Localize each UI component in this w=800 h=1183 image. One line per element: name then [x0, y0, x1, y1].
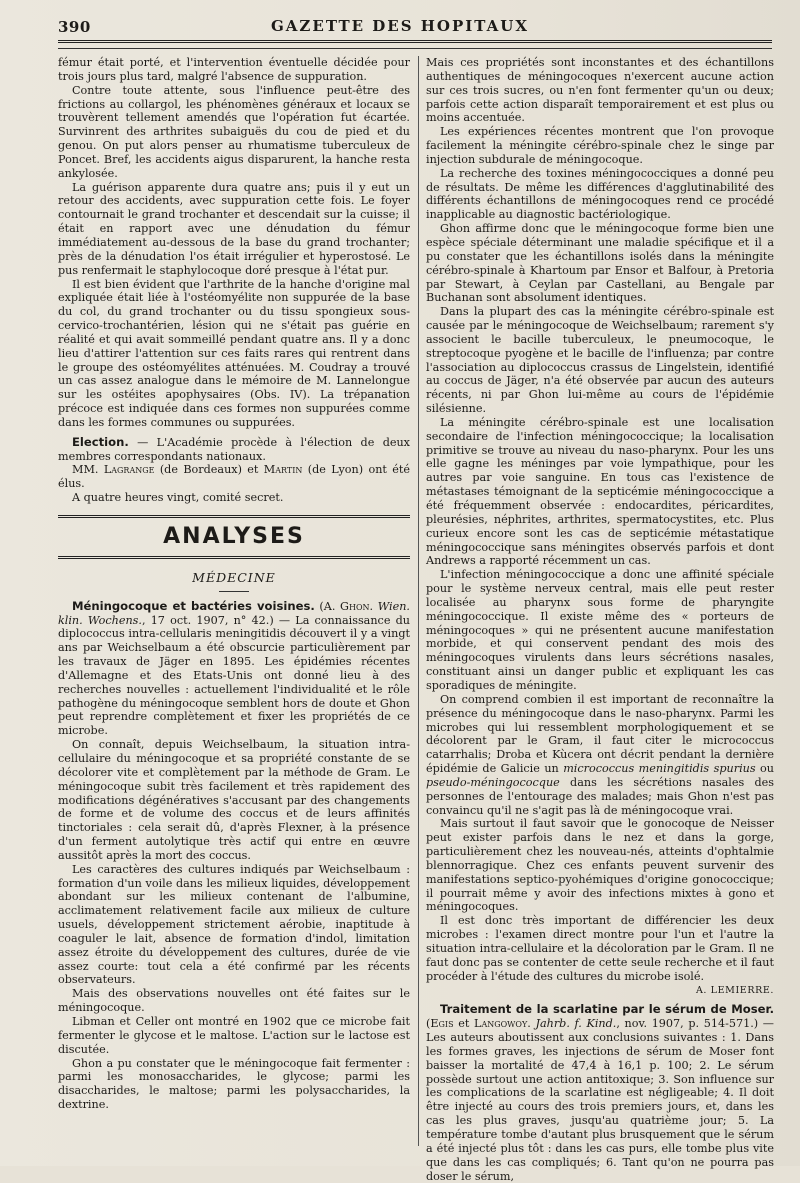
article-heading: Méningocoque et bactéries voisines.: [72, 598, 315, 613]
member-name: Martin: [263, 463, 303, 477]
citation-text: , 17 oct. 1907, n° 42.) — La connaissance du diplococcus intra-cellularis meningitidis découvert il y a vingt ans par Weichselbaum a été obscurcie particulièrement par les travaux de Jäger en 1895. Les épidémies récentes d'Allemagne et des Etats-Unis ont donné lieu à des recherches nouvelles : actuellement l'individualité et le rôle pathogène du méningocoque semblent hors de doute et Ghon peut reprendre complètement et fixer les propriétés de ce microbe.: [58, 613, 410, 738]
election-paragraph: [58, 436, 410, 464]
article-author: Egis: [430, 1017, 454, 1031]
paragraph: L'infection méningococcique a donc une affinité spéciale pour le système nerveux central, mais elle peut rester localisée au pharynx sous forme de pharyngite méningococcique. Il existe même des « porteurs de méningocoques » qui ne présentent aucune manifestation morbide, et qui conservent pendant des mois des méningocoques virulents dans leurs sécrétions nasales, constituant ainsi un danger public et expliquant les cas sporadiques de méningite.: [426, 568, 774, 692]
paragraph: fémur était porté, et l'intervention éventuelle décidée pour trois jours plus tard, malgré l'absence de suppuration.: [58, 56, 410, 83]
paragraph: Ghon a pu constater que le méningocoque fait fermenter : parmi les monosaccharides, le glycose; parmi les disaccharides, le maltose; parmi les polysaccharides, la dextrine.: [58, 1056, 410, 1112]
subsection-title: MÉDECINE: [192, 569, 276, 585]
section-header-box: [58, 515, 410, 559]
paragraph-text: On comprend combien il est important de reconnaître la présence du méningocoque dans le naso-pharynx. Parmi les microbes qui lui ressemblent morphologiquement et se décolorent par le Gram, il faut citer le micrococcus catarrhalis; Droba et Kùcera ont décrit pendant la dernière épidémie de Galicie un: [426, 692, 774, 776]
member-place: (de Bordeaux) et: [154, 463, 264, 477]
paragraph: Mais des observations nouvelles ont été faites sur le méningocoque.: [58, 987, 410, 1015]
section-title: ANALYSES: [163, 524, 305, 549]
species-name: pseudo-méningococque: [426, 775, 560, 789]
paragraph: Contre toute attente, sous l'influence peut-être des frictions au collargol, les phénomènes généraux et locaux se trouvèrent tellement amendés que l'opération fut écartée. Survinrent des arthrites subaiguës du cou de pied et du genou. On put alors penser au rhumatisme tuberculeux de Poncet. Bref, les accidents aigus disparurent, la hanche resta ankylosée.: [58, 83, 410, 180]
species-name: micrococcus meningitidis spurius: [563, 762, 756, 776]
citation-text: .: [527, 1017, 536, 1031]
paragraph: Mais surtout il faut savoir que le gonocoque de Neisser peut exister parfois dans le nez et dans la gorge, particulièrement chez les nouveau-nés, atteints d'ophtalmie blennorragique. Chez ces enfants peuvent survenir des manifestations septico-pyohémiques d'origine gonococcique; il pourrait même y avoir des infections mixtes à gono et méningocoques.: [426, 817, 774, 914]
paragraph-text: dans les sécrétions nasales des personnes de l'entourage des malades; mais Ghon n'est pas convaincu qu'il ne s'agit pas là de méningocoque vrai.: [426, 775, 774, 817]
article-heading: Traitement de la scarlatine par le sérum de Moser.: [440, 1002, 774, 1017]
citation-text: .: [369, 599, 378, 613]
closing-line: A quatre heures vingt, comité secret.: [72, 491, 284, 505]
journal-name: Wien. klin. Wochens.: [58, 599, 410, 627]
paragraph: Il est donc très important de différencier les deux microbes : l'examen direct montre pour l'un et l'autre la situation intra-cellulaire et la décoloration par le Gram. Il ne faut donc pas se contenter de cette seule recherche et il faut procéder à l'étude des cultures du microbe isolé.: [426, 914, 774, 983]
citation-text: (: [426, 1017, 431, 1031]
paragraph: On connaît, depuis Weichselbaum, la situation intra-cellulaire du méningocoque et sa propriété constante de se décolorer vite et complètement par la méthode de Gram. Le méningocoque subit très facilement et très rapidement des modifications dégénératives s'accusant par des changements de forme et de volume des coccus et de leurs affinités tinctoriales : cela serait dû, d'après Flexner, à la présence d'un ferment autolytique très actif qui entre en œuvre aussitôt après la mort des coccus.: [58, 738, 410, 862]
elected-paragraph: [58, 463, 410, 491]
column-divider: [418, 56, 419, 1146]
paragraph-text: ou: [755, 762, 775, 776]
paragraph: [426, 693, 774, 818]
paragraph: Les caractères des cultures indiqués par Weichselbaum : formation d'un voile dans les milieux liquides, développement abondant sur les milieux contenant de l'albumine, acclimatement relativement facile aux milieux de culture usuels, développement strictement aérobie, inaptitude à coaguler le lait, absence de formation d'indol, limitation assez étroite du développement des cultures, durée de vie assez courte: tout cela a été confirmé par les récents observateurs.: [58, 862, 410, 987]
paragraph: Libman et Celler ont montré en 1902 que ce microbe fait fermenter le glycose et le maltose. L'action sur le lactose est discutée.: [58, 1015, 410, 1056]
right-column: [426, 56, 774, 1183]
paragraph: Dans la plupart des cas la méningite cérébro-spinale est causée par le méningocoque de Weichselbaum; rarement s'y associent le bacille tuberculeux, le pneumocoque, le streptocoque pyogène et le bacille de l'influenza; par contre l'association au diplococcus crassus de Lingelstein, identifié au coccus de Jäger, n'a été observée par aucun des auteurs récents, ni par Ghon lui-même au cours de l'épidémie silésienne.: [426, 305, 774, 416]
paragraph: La guérison apparente dura quatre ans; puis il y eut un retour des accidents, avec suppuration cette fois. Le foyer contournait le grand trochanter et descendait sur la cuisse; il était en rapport avec une dénudation du fémur immédiatement au-dessous de la base du grand trochanter; près de la dénudation l'os était irrégulier et hyperostosé. Le pus renfermait le staphylocoque doré presque à l'état pur.: [58, 180, 410, 277]
page-number: 390: [58, 18, 91, 36]
author-signature: A. LEMIERRE.: [695, 984, 774, 996]
member-place: (de Lyon) ont été élus.: [58, 463, 410, 491]
election-text: — L'Académie procède à l'élection de deux membres correspondants nationaux.: [58, 435, 410, 463]
article-author: Ghon: [340, 599, 370, 613]
article-intro: [58, 600, 410, 738]
citation-text: et: [453, 1017, 475, 1031]
subsection-rule: [219, 591, 249, 592]
paragraph: Il est bien évident que l'arthrite de la hanche d'origine mal expliquée était liée à l'ostéomyélite non suppurée de la base du col, du grand trochanter ou du tissu spongieux sous-cervico-trochantérien, lésion qui ne s'était pas guérie en réalité et qui avait sommeillé pendant quatre ans. Il y a donc lieu d'attirer l'attention sur ces faits rares qui rentrent dans le groupe des ostéomyélites atténuées. M. Coudray a trouvé un cas assez analogue dans le mémoire de M. Lannelongue sur les ostéites apophysaires (Obs. IV). La trépanation précoce est indiquée dans ces formes non suppurées comme dans les formes communes ou suppurées.: [58, 277, 410, 429]
election-heading: Election.: [72, 434, 129, 449]
header-rule-thin: [58, 48, 772, 49]
member-name: Lagrange: [103, 463, 155, 477]
running-title: GAZETTE DES HOPITAUX: [270, 17, 529, 35]
citation-text: , nov. 1907, p. 514-571.) — Les auteurs aboutissent aux conclusions suivantes : 1. Dans les formes graves, les injections de sérum de Moser font baisser la mortalité de 47,4 à 16,1 p. 100; 2. Le sérum possède surtout une action antitoxique; 3. Son influence sur les complications de la scarlatine est négligeable; 4. Il doit être injecté au cours des trois premiers jours, et, dans les cas les plus graves, jusqu'au quatrième jour; 5. La température tombe d'autant plus brusquement que le sérum a été injecté plus tôt : dans les cas purs, elle tombe plus vite que dans les cas compliqués; 6. Tant qu'on ne pourra pas doser le sérum,: [426, 1017, 774, 1183]
article-author: Langowoy: [474, 1017, 528, 1031]
mm-label: MM.: [72, 463, 104, 477]
citation-text: (A.: [314, 599, 341, 613]
paragraph: La recherche des toxines méningococciques a donné peu de résultats. De même les différences d'agglutinabilité des différents échantillons de méningocoques rend ce procédé inapplicable au diagnostic bactériologique.: [426, 166, 774, 222]
paragraph: Mais ces propriétés sont inconstantes et des échantillons authentiques de méningocoques n'exercent aucune action sur ces trois sucres, ou n'en font fermenter qu'un ou deux; parfois cette action disparaît temporairement et est plus ou moins accentuée.: [426, 56, 774, 125]
journal-name: Jahrb. f. Kind.: [535, 1017, 617, 1031]
left-column: [58, 56, 410, 1112]
paragraph: Ghon affirme donc que le méningocoque forme bien une espèce spéciale déterminant une maladie spécifique et il a pu constater que les échantillons isolés dans la méningite cérébro-spinale à Khartoum par Ensor et Balfour, à Pretoria par Stewart, à Ceylan par Castellani, au Bengale par Buchanan sont absolument identiques.: [426, 222, 774, 305]
paragraph: Les expériences récentes montrent que l'on provoque facilement la méningite cérébro-spinale chez le singe par injection subdurale de méningocoque.: [426, 125, 774, 166]
header-rule: [58, 40, 772, 43]
paragraph: La méningite cérébro-spinale est une localisation secondaire de l'infection méningococcique; la localisation primitive se trouve au niveau du naso-pharynx. Pour les uns elle gagne les méninges par voie lympathique, pour les autres par voie sanguine. En tous cas l'existence de métastases témoignant de la septicémie méningococcique a été fréquemment observée : endocardites, péricardites, pleurésies, néphrites, arthrites, spermatocystites, etc. Plus curieux encore sont les cas de septicémie métastatique méningococcique sans méningites observés parfois et dont Andrews a rapporté récemment un cas.: [426, 415, 774, 568]
article-intro: [426, 1003, 774, 1183]
